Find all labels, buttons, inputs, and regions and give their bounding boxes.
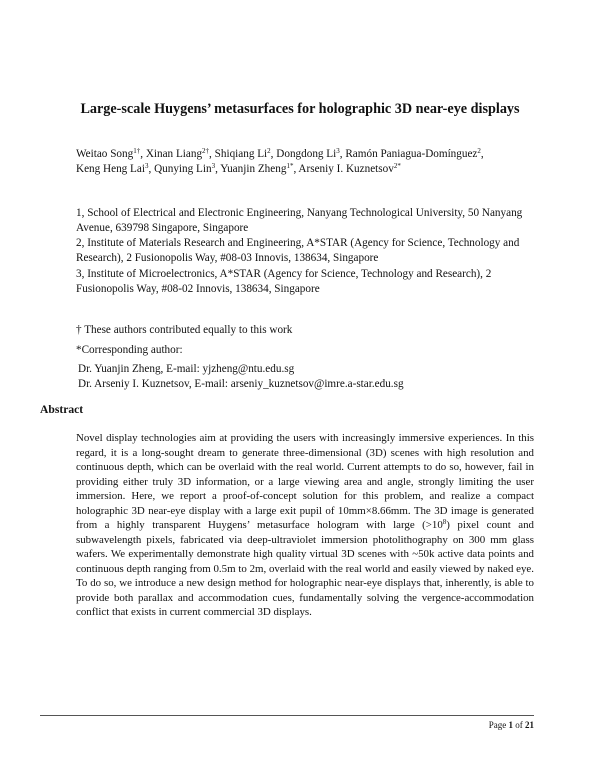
- abstract-part-1: Novel display technologies aim at providing the users with increasingly immersive experiences. In this regard, it is a long-sought dream to generate three-dimensional (3D) scenes with high resolution and continuous depth, which can be overlaid with the real world. Current attempts to do so, however, fail in providing either truly 3D information, or a large viewing area and angle, strongly limiting the user immersion. Here, we report a proof-of-concept solution for this problem, and realize a compact holographic 3D near-eye display with a large exit pupil of 10mm×8.66mm. The 3D image is generated from a highly transparent Huygens’ metasurface hologram with large (>10: [76, 432, 534, 531]
- author-name: Arseniy I. Kuznetsov: [298, 163, 394, 175]
- author-name: Ramón Paniagua-Domínguez: [345, 148, 478, 160]
- author-separator: ,: [209, 148, 215, 160]
- author-name: Qunying Lin: [154, 163, 212, 175]
- author-name: Dongdong Li: [276, 148, 337, 160]
- abstract-heading: Abstract: [40, 403, 84, 416]
- abstract-superscript: 8: [442, 518, 447, 526]
- author-name: Xinan Liang: [145, 148, 203, 160]
- author-separator: ,: [480, 148, 484, 160]
- author-affiliation-mark: 1†: [133, 147, 141, 155]
- author-list: [76, 147, 536, 177]
- author-affiliation-mark: 2†: [202, 147, 210, 155]
- abstract-part-2: ) pixel count and subwavelength pixels, fabricated via deep-ultraviolet immersion photolithography on 300 mm glass wafers. We experimentally demonstrate high quality virtual 3D scenes with ~50k active data points and continuous depth ranging from 0.5m to 2m, overlaid with the real world and easily viewed by naked eye. To do so, we introduce a new design method for holographic near-eye displays that, inherently, is able to provide both parallax and accommodation cues, fundamentally solving the vergence-accommodation conflict that exists in current commercial 3D displays.: [76, 519, 534, 618]
- affiliation-2: 2, Institute of Materials Research and Engineering, A*STAR (Agency for Science, Technology and Research), 2 Fusionopolis Way, #08-03 Innovis, 138634, Singapore: [76, 237, 520, 264]
- contact-kuznetsov: Dr. Arseniy I. Kuznetsov, E-mail: arseniy_kuznetsov@imre.a-star.edu.sg: [78, 378, 404, 390]
- affiliation-1: 1, School of Electrical and Electronic Engineering, Nanyang Technological University, 50 Nanyang Avenue, 639798 Singapore, Singapore: [76, 207, 523, 234]
- author-separator: ,: [270, 148, 277, 160]
- author-name: Weitao Song: [76, 148, 134, 160]
- page-of: of: [513, 720, 525, 730]
- page-total: 21: [525, 720, 534, 730]
- author-separator: ,: [215, 163, 221, 175]
- author-separator: ,: [148, 163, 155, 175]
- paper-title: Large-scale Huygens’ metasurfaces for holographic 3D near-eye displays: [80, 101, 520, 117]
- page-number: [489, 720, 534, 730]
- author-name: Shiqiang Li: [214, 148, 268, 160]
- author-name: Keng Heng Lai: [76, 163, 145, 175]
- page-prefix: Page: [488, 720, 509, 730]
- equal-contribution-note: † These authors contributed equally to this work: [76, 324, 293, 336]
- author-affiliation-mark: 2*: [393, 162, 401, 170]
- author-affiliation-mark: 1*: [286, 162, 294, 170]
- author-affiliation-mark: 2: [267, 147, 271, 155]
- author-affiliation-mark: 3: [144, 162, 149, 170]
- corresponding-author-label: *Corresponding author:: [76, 344, 183, 356]
- author-name: Yuanjin Zheng: [220, 163, 287, 175]
- author-separator: ,: [140, 148, 146, 160]
- author-affiliation-mark: 3: [336, 147, 340, 155]
- page-current: 1: [508, 720, 513, 730]
- affiliation-3: 3, Institute of Microelectronics, A*STAR (Agency for Science, Technology and Research), 2 Fusionopolis Way, #08-02 Innovis, 138634, Singapore: [76, 268, 492, 295]
- author-separator: ,: [293, 163, 299, 175]
- author-separator: ,: [339, 148, 346, 160]
- contact-zheng: Dr. Yuanjin Zheng, E-mail: yjzheng@ntu.edu.sg: [78, 363, 295, 375]
- author-affiliation-mark: 2: [477, 147, 481, 155]
- abstract-text: [76, 431, 534, 620]
- footer-rule: [40, 715, 534, 716]
- author-affiliation-mark: 3: [211, 162, 216, 170]
